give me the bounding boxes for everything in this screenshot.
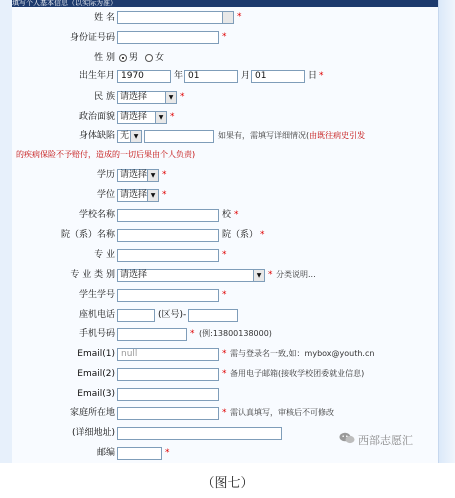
major-type-select[interactable] bbox=[117, 269, 265, 282]
ethnic-select-value: 请选择 bbox=[120, 92, 148, 102]
disability-warning-2: 的疾病保险不予赔付，造成的一切后果由个人负责) bbox=[16, 150, 196, 159]
education-select[interactable] bbox=[117, 169, 159, 182]
required-star: * bbox=[222, 408, 227, 418]
zip-input[interactable] bbox=[117, 447, 162, 460]
watermark-text: 西部志愿汇 bbox=[358, 434, 413, 447]
home-label: 家庭所在地 bbox=[69, 408, 115, 418]
major-label: 专 业 bbox=[94, 250, 115, 260]
required-star: * bbox=[170, 112, 175, 122]
landline-area-hint: (区号) bbox=[158, 310, 184, 320]
required-star: * bbox=[234, 210, 239, 220]
required-star: * bbox=[222, 250, 227, 260]
disability-warning-1: 由既往病史引发 bbox=[309, 131, 366, 140]
major-type-select-value: 请选择 bbox=[120, 270, 148, 280]
address-label: (详细地址) bbox=[71, 428, 115, 438]
email3-label: Email(3) bbox=[77, 389, 115, 399]
disability-hint-text: 如果有，需填写详细情况( bbox=[218, 131, 310, 140]
chevron-down-icon: ▼ bbox=[155, 112, 166, 123]
email1-input[interactable]: null bbox=[117, 348, 219, 361]
name-input[interactable] bbox=[117, 11, 227, 24]
chevron-down-icon: ▼ bbox=[147, 190, 158, 201]
address-input[interactable] bbox=[117, 427, 282, 440]
wechat-icon bbox=[339, 432, 355, 444]
major-type-link[interactable]: 分类说明... bbox=[276, 270, 316, 279]
zip-label: 邮编 bbox=[96, 448, 115, 458]
birth-year-input[interactable]: 1970 bbox=[117, 70, 171, 83]
name-label: 姓 名 bbox=[94, 13, 115, 23]
major-type-label: 专 业 类 别 bbox=[70, 270, 115, 280]
political-select-value: 请选择 bbox=[120, 112, 148, 122]
landline-area-input[interactable] bbox=[117, 309, 155, 322]
degree-label: 学位 bbox=[96, 190, 115, 200]
landline-dash: - bbox=[183, 310, 187, 320]
birth-day-unit: 日 bbox=[308, 71, 318, 81]
email1-hint: 需与登录名一致,如：mybox@youth.cn bbox=[230, 349, 375, 358]
landline-number-input[interactable] bbox=[188, 309, 238, 322]
required-star: * bbox=[222, 349, 227, 359]
home-hint: 需认真填写，审核后不可修改 bbox=[230, 408, 334, 417]
education-select-value: 请选择 bbox=[120, 170, 148, 180]
political-select[interactable] bbox=[117, 111, 167, 124]
required-star: * bbox=[237, 12, 242, 22]
email1-label: Email(1) bbox=[77, 349, 115, 359]
student-id-input[interactable] bbox=[117, 289, 219, 302]
required-star: * bbox=[190, 329, 195, 339]
birth-month-input[interactable]: 01 bbox=[184, 70, 238, 83]
dept-label: 院（系）名称 bbox=[60, 230, 115, 240]
disability-select-value: 无 bbox=[120, 131, 130, 141]
student-id-label: 学生学号 bbox=[78, 290, 115, 300]
mobile-input[interactable] bbox=[117, 328, 187, 341]
chevron-down-icon: ▼ bbox=[147, 170, 158, 181]
disability-label: 身体缺陷 bbox=[78, 131, 115, 141]
dept-input[interactable] bbox=[117, 229, 219, 242]
degree-select[interactable] bbox=[117, 189, 159, 202]
form-header-title: 填写个人基本信息（以实际为准） bbox=[12, 0, 117, 7]
school-label: 学校名称 bbox=[78, 210, 115, 220]
school-input[interactable] bbox=[117, 209, 219, 222]
idcard-label: 身份证号码 bbox=[69, 33, 115, 43]
idcard-input[interactable] bbox=[117, 31, 219, 44]
gender-female-label: 女 bbox=[155, 53, 165, 63]
chevron-down-icon: ▼ bbox=[165, 92, 176, 103]
degree-select-value: 请选择 bbox=[120, 190, 148, 200]
email2-input[interactable] bbox=[117, 368, 219, 381]
education-label: 学历 bbox=[96, 170, 115, 180]
school-unit: 校 bbox=[222, 210, 232, 220]
gender-label: 性 别 bbox=[94, 53, 115, 63]
name-input-button[interactable] bbox=[222, 11, 234, 24]
figure-caption: （图七） bbox=[201, 476, 254, 491]
required-star: * bbox=[180, 92, 185, 102]
required-star: * bbox=[222, 369, 227, 379]
form-header bbox=[12, 0, 438, 7]
required-star: * bbox=[268, 270, 273, 280]
required-star: * bbox=[165, 448, 170, 458]
ethnic-label: 民 族 bbox=[94, 92, 115, 102]
ethnic-select[interactable] bbox=[117, 91, 177, 104]
birth-year-unit: 年 bbox=[174, 71, 184, 81]
birth-label: 出生年月 bbox=[78, 71, 115, 81]
disability-hint bbox=[218, 129, 365, 143]
disability-select[interactable] bbox=[117, 130, 142, 143]
email2-label: Email(2) bbox=[77, 369, 115, 379]
gender-female-radio[interactable] bbox=[145, 54, 153, 62]
required-star: * bbox=[162, 190, 167, 200]
gender-male-radio[interactable] bbox=[119, 54, 127, 62]
required-star: * bbox=[222, 32, 227, 42]
chevron-down-icon: ▼ bbox=[253, 270, 264, 281]
email2-hint: 备用电子邮箱(接收学校团委就业信息) bbox=[230, 369, 365, 378]
birth-day-input[interactable]: 01 bbox=[251, 70, 305, 83]
birth-month-unit: 月 bbox=[241, 71, 251, 81]
major-input[interactable] bbox=[117, 249, 219, 262]
political-label: 政治面貌 bbox=[78, 112, 115, 122]
disability-detail-input[interactable] bbox=[144, 130, 214, 143]
home-input[interactable] bbox=[117, 407, 219, 420]
mobile-label: 手机号码 bbox=[78, 329, 115, 339]
right-scroll-area[interactable] bbox=[438, 0, 455, 463]
landline-label: 座机电话 bbox=[78, 310, 115, 320]
required-star: * bbox=[260, 230, 265, 240]
gender-male-label: 男 bbox=[129, 53, 139, 63]
mobile-hint: (例:13800138000) bbox=[199, 329, 272, 338]
required-star: * bbox=[222, 290, 227, 300]
email3-input[interactable] bbox=[117, 388, 219, 401]
chevron-down-icon: ▼ bbox=[130, 131, 141, 142]
required-star: * bbox=[319, 71, 324, 81]
required-star: * bbox=[162, 170, 167, 180]
dept-unit: 院（系） bbox=[222, 230, 259, 240]
